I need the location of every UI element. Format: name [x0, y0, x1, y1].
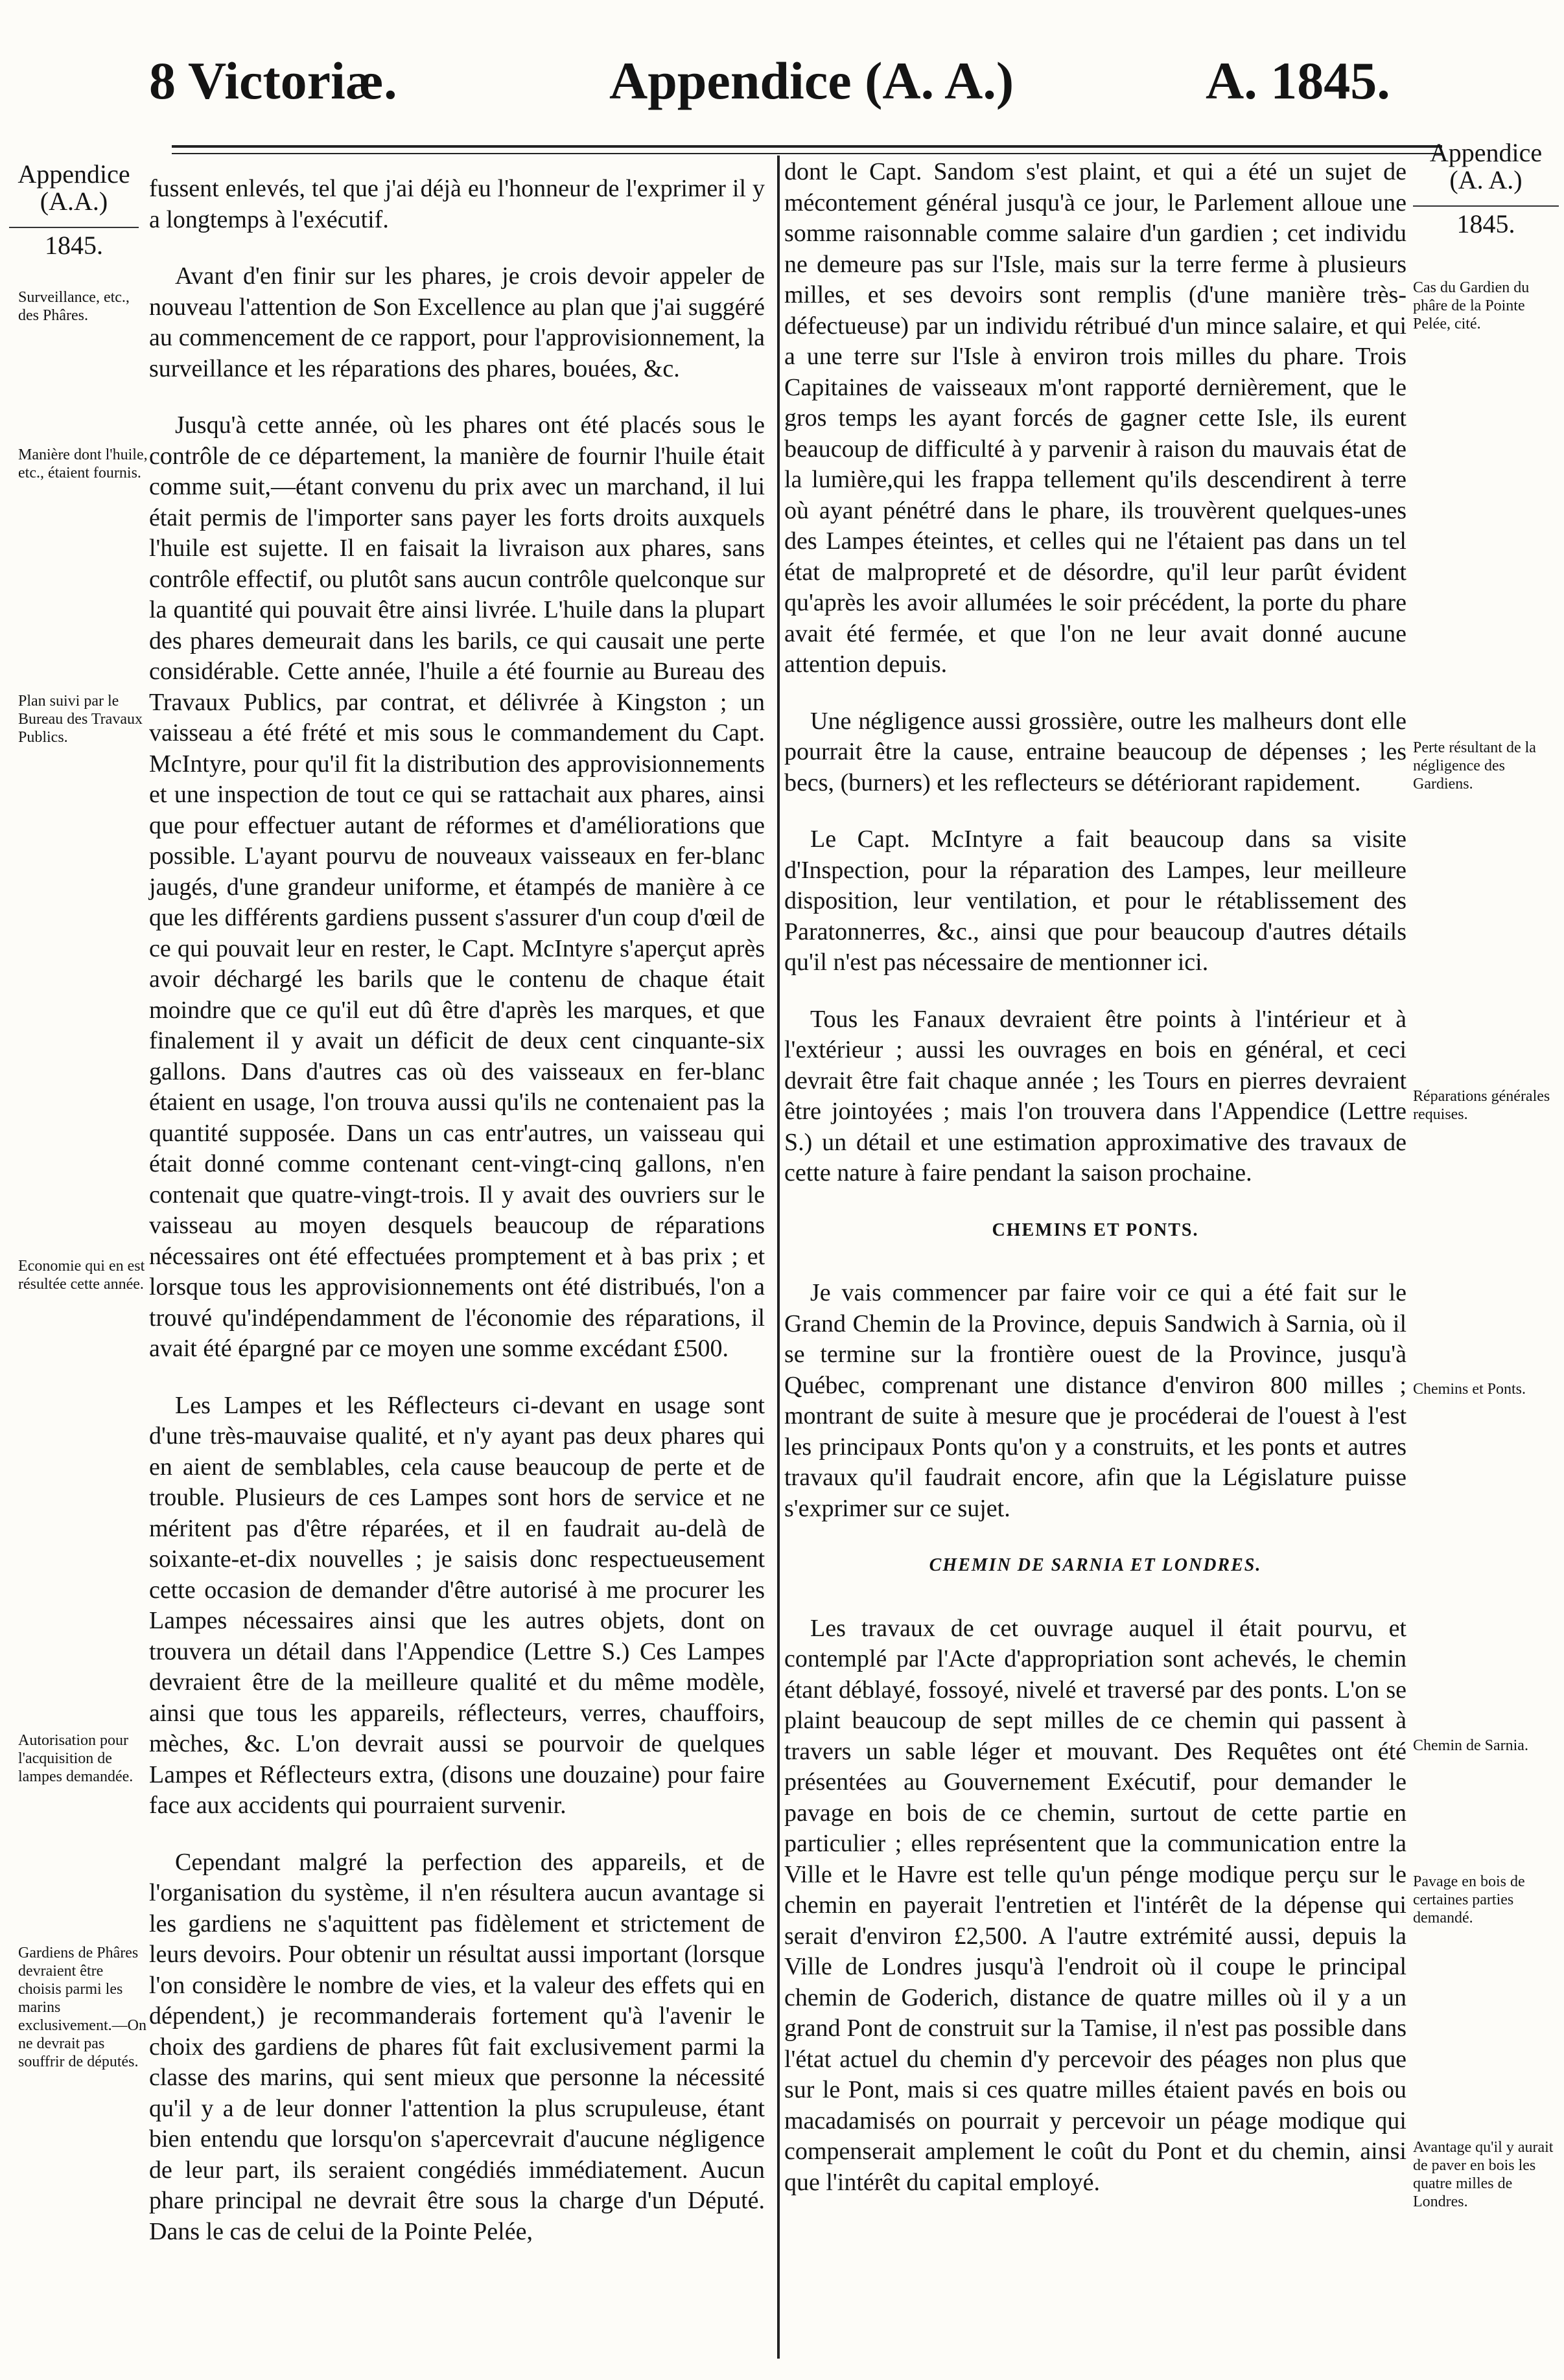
right-appendix-title: Appendice: [1429, 138, 1543, 167]
left-appendix-sub: (A.A.): [40, 187, 108, 216]
left-note-4: Economie qui en est résultée cette année.: [18, 1258, 145, 1293]
header-year: A. 1845.: [1206, 51, 1390, 110]
right-note-5: Chemin de Sarnia.: [1413, 1737, 1528, 1754]
left-text-column: [149, 174, 765, 2273]
paragraph: Les Lampes et les Réflecteurs ci-devant en usage sont d'une très-mauvaise qualité, et n'y ayant pas deux phares qui en aient de semblables, cela cause beaucoup de perte et de trouble. Plusieurs de ces Lampes sont hors de service et ne méritent pas d'être réparées, et il en faudrait au-delà de soixante-et-dix nouvelles ; je saisis donc respectueusement cette occasion de demander d'être autorisé à me procurer les Lampes nécessaires ainsi que les autres objets, dont on trouvera un détail dans l'Appendice (Lettre S.) Ces Lampes devraient être de la meilleure qualité et du même modèle, ainsi que tous les appareils, réflecteurs, verres, chauffoirs, mèches, &c. L'on devrait aussi se pourvoir de quelques Lampes et Réflecteurs extra, (disons une douzaine) pour faire face aux accidents qui pourraient survenir.: [149, 1391, 765, 1819]
left-appendix-label: [9, 161, 139, 259]
right-note-1: Cas du Gardien du phâre de la Pointe Pelée, cité.: [1413, 279, 1530, 332]
right-appendix-sub: (A. A.): [1449, 165, 1523, 194]
left-appendix-year: 1845.: [9, 227, 139, 259]
right-note-4: Chemins et Ponts.: [1413, 1381, 1526, 1398]
paragraph: Je vais commencer par faire voir ce qui a été fait sur le Grand Chemin de la Province, depuis Sandwich à Sarnia, où il se termine sur la frontière ouest de la Province, jusqu'à Québec, comprenant une distance d'environ 800 milles ; montrant de suite à mesure que je procéderai de l'ouest à l'est les principaux Ponts qu'on y a construits, et les ponts et autres travaux qu'il faudrait encore, afin que la Législature puisse s'exprimer sur ce sujet.: [784, 1279, 1406, 1522]
right-appendix-label: [1413, 139, 1559, 238]
paragraph: Jusqu'à cette année, où les phares ont été placés sous le contrôle de ce département, la manière de fournir l'huile était comme suit,—étant convenu du prix avec un marchand, il lui était permis de l'importer sans payer les forts droits auxquels l'huile est sujette. Il en faisait la livraison aux phares, sans contrôle effectif, ou plutôt sans aucun contrôle quelconque sur la quantité qui pouvait être ainsi livrée. L'huile dans la plupart des phares demeurait dans les barils, ce qui causait une perte considérable. Cette année, l'huile a été fournie au Bureau des Travaux Publics, par contrat, et délivrée à Kingston ; un vaisseau a été frété et mis sous le commandement du Capt. McIntyre, pour qu'il fit la distribution des approvisionnements et une inspection de tout ce qui se rattachait aux phares, ainsi que pour effectuer autant de réformes et d'améliorations que possible. L'ayant pourvu de nouveaux vaisseaux en fer-blanc jaugés, d'une grandeur uniforme, et étampés de manière à ce que les différents gardiens pussent s'assurer d'un coup d'œil de ce qui pouvait leur en rester, le Capt. McIntyre s'aperçut après avoir déchargé les barils que le contenu de chaque était moindre que ce qu'il eut dû être d'après les marques, et que finalement il y avait un déficit de deux cent cinquante-six gallons. Dans d'autres cas où des vaisseaux en fer-blanc étaient en usage, l'on trouva aussi qu'ils ne contenaient pas la quantité supposée. Dans un cas entr'autres, un vaisseau qui était donné comme contenant cent-vingt-cinq gallons, n'en contenait que quatre-vingt-trois. Il y avait des ouvriers sur le vaisseau au moyen desquels beaucoup de réparations nécessaires ont été effectuées promptement et à bas prix ; et lorsque tous les approvisionnements ont été distribués, l'on a trouvé qu'indépendamment de l'économie des réparations, il avait été épargné par ce moyen une somme excédant £500.: [149, 411, 765, 1362]
section-heading-chemins: CHEMINS ET PONTS.: [992, 1219, 1199, 1240]
right-text-column: [784, 157, 1406, 2224]
header-rule-bottom: [172, 153, 1442, 154]
left-appendix-title: Appendice: [18, 159, 130, 189]
right-note-6: Pavage en bois de certaines parties demandé.: [1413, 1873, 1525, 1926]
paragraph: Le Capt. McIntyre a fait beaucoup dans sa visite d'Inspection, pour la réparation des Lampes, leur meilleure disposition, leur ventilation, et pour le rétablissement des Paratonnerres, &c., ainsi que pour beaucoup d'autres détails qu'il n'est pas nécessaire de mentionner ici.: [784, 826, 1406, 976]
header-appendix: Appendice (A. A.): [609, 51, 1014, 110]
right-note-3: Réparations générales requises.: [1413, 1088, 1550, 1123]
paragraph: fussent enlevés, tel que j'ai déjà eu l'honneur de l'exprimer il y a longtemps à l'exécutif.: [149, 175, 765, 233]
header-session: 8 Victoriæ.: [149, 51, 397, 110]
paragraph: Une négligence aussi grossière, outre les malheurs dont elle pourrait être la cause, entraine beaucoup de dépenses ; les becs, (burners) et les reflecteurs se détériorant rapidement.: [784, 707, 1406, 796]
right-appendix-year: 1845.: [1413, 205, 1559, 238]
left-note-5: Autorisation pour l'acquisition de lampes demandée.: [18, 1732, 134, 1785]
paragraph: dont le Capt. Sandom s'est plaint, et qui a été un sujet de mécontement général jusqu'à ce jour, le Parlement alloue une somme raisonnable comme salaire d'un gardien ; cet individu ne demeure pas sur l'Isle, mais sur la terre ferme à plusieurs milles, et ses devoirs sont remplis (d'une manière très-défectueuse) par un individu rétribué d'un mince salaire, et qui a une terre sur l'Isle à environ trois milles du phare. Trois Capitaines de vaisseaux m'ont rapporté dernièrement, que le gros temps les ayant forcés de gagner cette Isle, ils eurent beaucoup de difficulté à y parvenir à raison du mauvais état de la lumière,qui les frappa tellement qu'ils descendirent à terre où ayant pénétré dans le phare, ils trouvèrent quelques-unes des Lampes éteintes, et celles qui ne l'étaient pas dans un tel état de malpropreté et de désordre, qu'il leur parût évident qu'après les avoir allumées le soir précédent, la porte du phare avait été fermée, et que l'on ne leur avait donné aucune attention depuis.: [784, 158, 1406, 678]
paragraph: Tous les Fanaux devraient être points à l'intérieur et à l'extérieur ; aussi les ouvrages en bois en général, et ceci devrait être fait chaque année ; les Tours en pierres devraient être jointoyées ; mais l'on trouvera dans l'Appendice (Lettre S.) un détail et une estimation approximative des travaux de cette nature à faire pendant la saison prochaine.: [784, 1005, 1406, 1186]
left-note-1: Surveillance, etc., des Phâres.: [18, 289, 130, 324]
right-note-2: Perte résultant de la négligence des Gardiens.: [1413, 739, 1536, 792]
header-rule-top: [172, 145, 1442, 148]
paragraph: Cependant malgré la perfection des appareils, et de l'organisation du système, il n'en résultera aucun avantage si les gardiens ne s'aquittent pas fidèlement et strictement de leurs devoirs. Pour obtenir un résultat aussi important (lorsque l'on considère le nombre de vies, et la valeur des effets qui en dépendent,) je recommanderais fortement qu'à l'avenir le choix des gardiens de phares fût fait exclusivement parmi la classe des marins, qui sent mieux que personne la nécessité qu'il y a de leur donner l'attention la plus scrupuleuse, étant bien entendu que lorsqu'on s'apercevrait d'aucune négligence de leur part, ils seraient congédiés immédiatement. Aucun phare principal ne devrait être sous la charge d'un Député. Dans le cas de celui de la Pointe Pelée,: [149, 1848, 765, 2245]
right-note-7: Avantage qu'il y aurait de paver en bois les quatre milles de Londres.: [1413, 2139, 1554, 2210]
left-note-6: Gardiens de Phâres devraient être choisis parmi les marins exclusivement.—On ne devrait pas souffrir de députés.: [18, 1945, 146, 2070]
paragraph: Les travaux de cet ouvrage auquel il était pourvu, et contemplé par l'Acte d'appropriation sont achevés, le chemin étant déblayé, fossoyé, nivelé et traversé par des ponts. L'on se plaint beaucoup de sept milles de ce chemin qui passent à travers un sable léger et mouvant. Des Requêtes ont été présentées au Gouvernement Exécutif, pour demander le pavage en bois de ce chemin, surtout de cette partie en particulier ; elles représentent que la communication entre la Ville et le Havre est telle qu'un pénge modique perçu sur le chemin en payerait l'entretien et l'intérêt de la dépense qui serait d'environ £2,500. A l'autre extrémité aussi, depuis la Ville de Londres jusqu'à l'endroit où il coupe le principal chemin de Goderich, distance de quatre milles où il y a un grand Pont de construit sur la Tamise, il n'est pas possible dans l'état actuel du chemin d'y percevoir des péages non plus que sur le Pont, mais si ces quatre milles étaient pavés en bois ou macadamisés on pourrait y percevoir un péage modique qui compenserait amplement le coût du Pont et du chemin, ainsi que l'intérêt du capital employé.: [784, 1614, 1406, 2196]
left-note-3: Plan suivi par le Bureau des Travaux Publics.: [18, 693, 143, 746]
section-heading-sarnia: CHEMIN DE SARNIA ET LONDRES.: [929, 1555, 1262, 1575]
left-note-2: Manière dont l'huile, etc., étaient fournis.: [18, 446, 148, 481]
paragraph: Avant d'en finir sur les phares, je crois devoir appeler de nouveau l'attention de Son Excellence au plan que j'ai suggéré au commencement de ce rapport, pour l'approvisionnement, la surveillance et les réparations des phares, bouées, &c.: [149, 262, 765, 382]
column-divider: [777, 156, 780, 2359]
